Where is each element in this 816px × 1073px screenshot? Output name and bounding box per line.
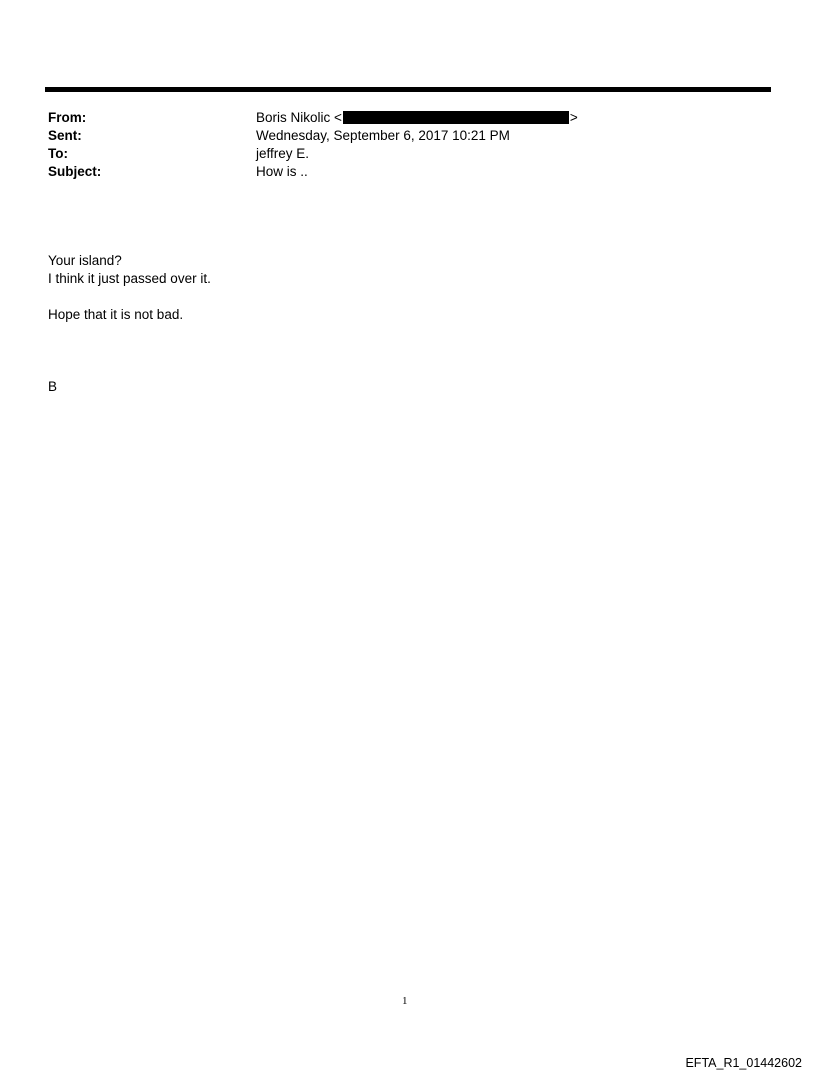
from-label: From: bbox=[48, 110, 87, 125]
subject-value: How is .. bbox=[256, 164, 308, 179]
sent-value: Wednesday, September 6, 2017 10:21 PM bbox=[256, 128, 510, 143]
body-line-1: Your island? bbox=[48, 253, 122, 268]
signoff: B bbox=[48, 379, 58, 394]
from-value bbox=[256, 109, 578, 127]
sender-name: Boris Nikolic < bbox=[256, 110, 342, 125]
body-line-3: Hope that it is not bad. bbox=[48, 307, 184, 322]
to-value: jeffrey E. bbox=[256, 146, 310, 161]
bates-number: EFTA_R1_01442602 bbox=[685, 1056, 802, 1070]
subject-label: Subject: bbox=[48, 164, 102, 179]
sent-label: Sent: bbox=[48, 128, 82, 143]
redaction-box bbox=[343, 111, 569, 124]
body-line-2: I think it just passed over it. bbox=[48, 271, 211, 286]
email-close-bracket: > bbox=[569, 110, 578, 125]
page-number: 1 bbox=[402, 995, 408, 1007]
header-rule bbox=[45, 87, 771, 92]
to-label: To: bbox=[48, 146, 68, 161]
